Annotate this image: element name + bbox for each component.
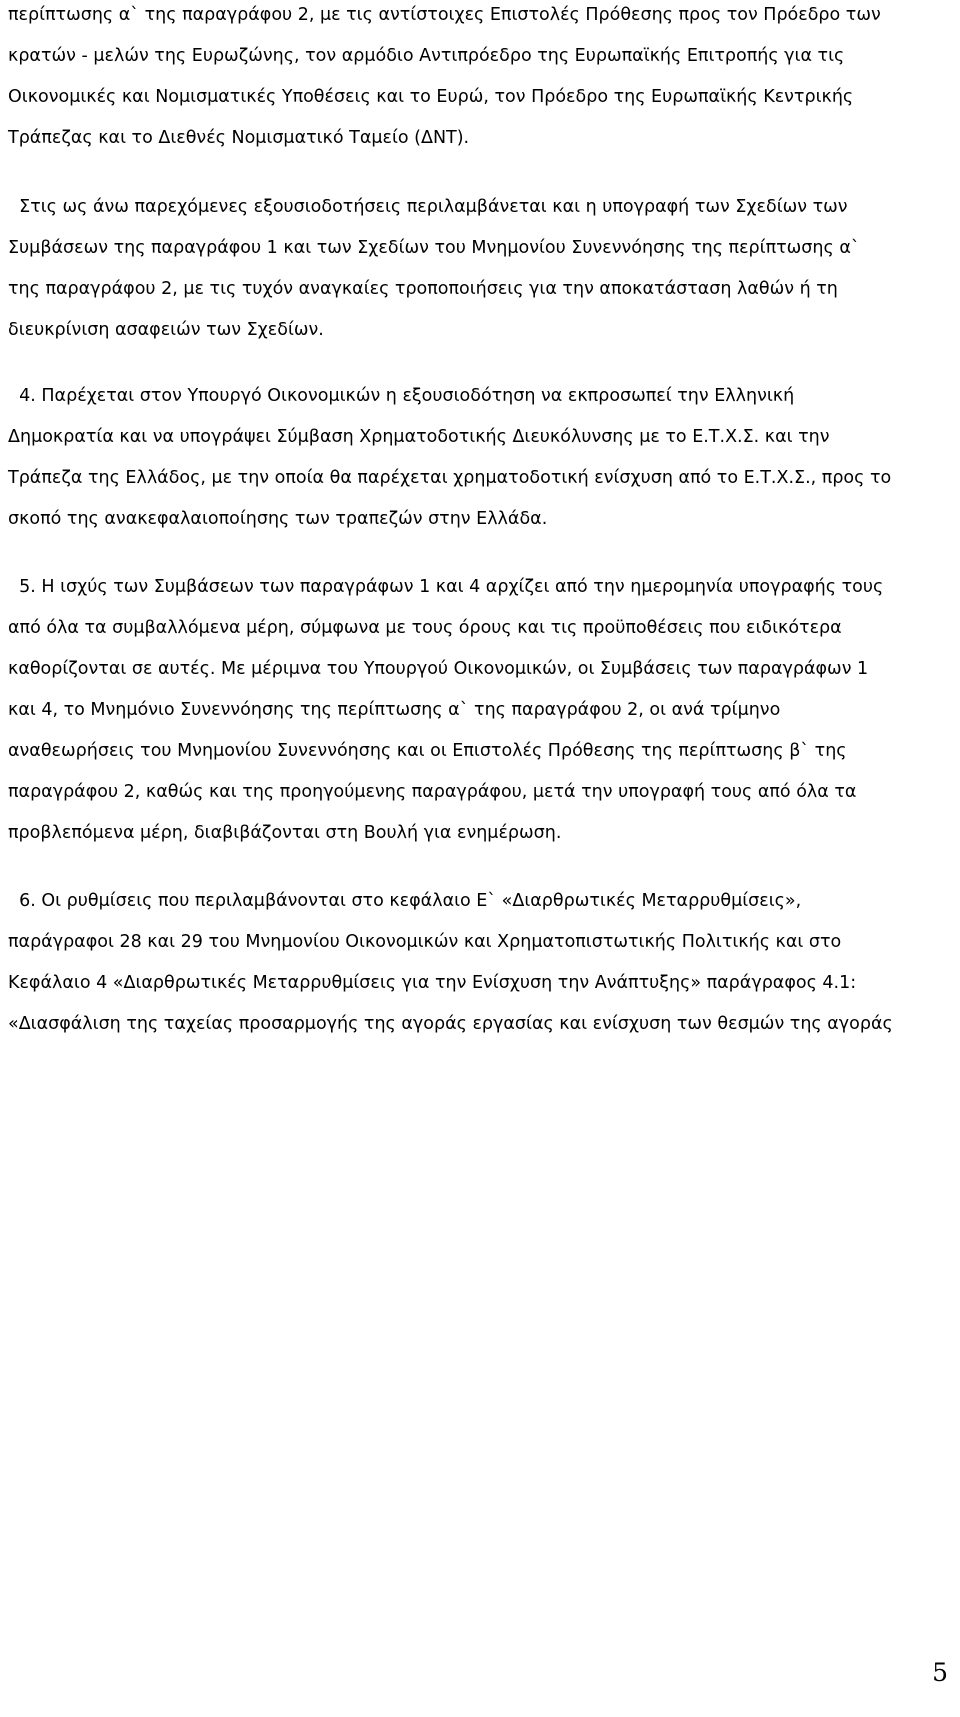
paragraph-authorizations	[8, 194, 953, 343]
text-line: και 4, το Μνημόνιο Συνεννόησης της περίπτωσης α` της παραγράφου 2, οι ανά τρίμηνο	[8, 700, 781, 720]
paragraph-intro-continuation	[8, 2, 953, 151]
text-line: Τράπεζας και το Διεθνές Νομισματικό Ταμείο (ΔΝΤ).	[8, 128, 470, 148]
text-line: αναθεωρήσεις του Μνημονίου Συνεννόησης και οι Επιστολές Πρόθεσης της περίπτωσης β` της	[8, 741, 847, 761]
text-line: από όλα τα συμβαλλόμενα μέρη, σύμφωνα με τους όρους και τις προϋποθέσεις που ειδικότερα	[8, 618, 842, 638]
text-line: 5. Η ισχύς των Συμβάσεων των παραγράφων 1 και 4 αρχίζει από την ημερομηνία υπογραφής τους	[8, 577, 884, 597]
text-line: 6. Οι ρυθμίσεις που περιλαμβάνονται στο κεφάλαιο Ε` «Διαρθρωτικές Μεταρρυθμίσεις»,	[8, 891, 802, 911]
text-line: προβλεπόμενα μέρη, διαβιβάζονται στη Βουλή για ενημέρωση.	[8, 823, 562, 843]
text-line: σκοπό της ανακεφαλαιοποίησης των τραπεζών στην Ελλάδα.	[8, 509, 548, 529]
text-line: κρατών - μελών της Ευρωζώνης, τον αρμόδιο Αντιπρόεδρο της Ευρωπαϊκής Επιτροπής για τις	[8, 46, 845, 66]
text-line: της παραγράφου 2, με τις τυχόν αναγκαίες τροποποιήσεις για την αποκατάσταση λαθών ή τη	[8, 279, 838, 299]
text-line: Στις ως άνω παρεχόμενες εξουσιοδοτήσεις περιλαμβάνεται και η υπογραφή των Σχεδίων των	[8, 197, 848, 217]
page-number: 5	[932, 1658, 948, 1687]
text-line: «Διασφάλιση της ταχείας προσαρμογής της αγοράς εργασίας και ενίσχυση των θεσμών της αγοράς	[8, 1014, 893, 1034]
text-line: Τράπεζα της Ελλάδος, με την οποία θα παρέχεται χρηματοδοτική ενίσχυση από το Ε.Τ.Χ.Σ., προς το	[8, 468, 892, 488]
text-line: περίπτωσης α` της παραγράφου 2, με τις αντίστοιχες Επιστολές Πρόθεσης προς τον Πρόεδρο των	[8, 5, 881, 25]
text-line: Συμβάσεων της παραγράφου 1 και των Σχεδίων του Μνημονίου Συνεννόησης της περίπτωσης α`	[8, 238, 860, 258]
text-line: Κεφάλαιο 4 «Διαρθρωτικές Μεταρρυθμίσεις για την Ενίσχυση την Ανάπτυξης» παράγραφος 4.1:	[8, 973, 857, 993]
text-line: καθορίζονται σε αυτές. Με μέριμνα του Υπουργού Οικονομικών, οι Συμβάσεις των παραγράφων 1	[8, 659, 869, 679]
paragraph-section-4	[8, 383, 953, 532]
text-line: 4. Παρέχεται στον Υπουργό Οικονομικών η εξουσιοδότηση να εκπροσωπεί την Ελληνική	[8, 386, 795, 406]
paragraph-section-6	[8, 888, 953, 1037]
text-line: Δημοκρατία και να υπογράψει Σύμβαση Χρηματοδοτικής Διευκόλυνσης με το Ε.Τ.Χ.Σ. και την	[8, 427, 830, 447]
text-line: Οικονομικές και Νομισματικές Υποθέσεις και το Ευρώ, τον Πρόεδρο της Ευρωπαϊκής Κεντρικής	[8, 87, 854, 107]
text-line: παράγραφοι 28 και 29 του Μνημονίου Οικονομικών και Χρηματοπιστωτικής Πολιτικής και στο	[8, 932, 842, 952]
paragraph-section-5	[8, 574, 953, 846]
text-line: διευκρίνιση ασαφειών των Σχεδίων.	[8, 320, 324, 340]
text-line: παραγράφου 2, καθώς και της προηγούμενης παραγράφου, μετά την υπογραφή τους από όλα τα	[8, 782, 857, 802]
document-body	[8, 0, 953, 1037]
